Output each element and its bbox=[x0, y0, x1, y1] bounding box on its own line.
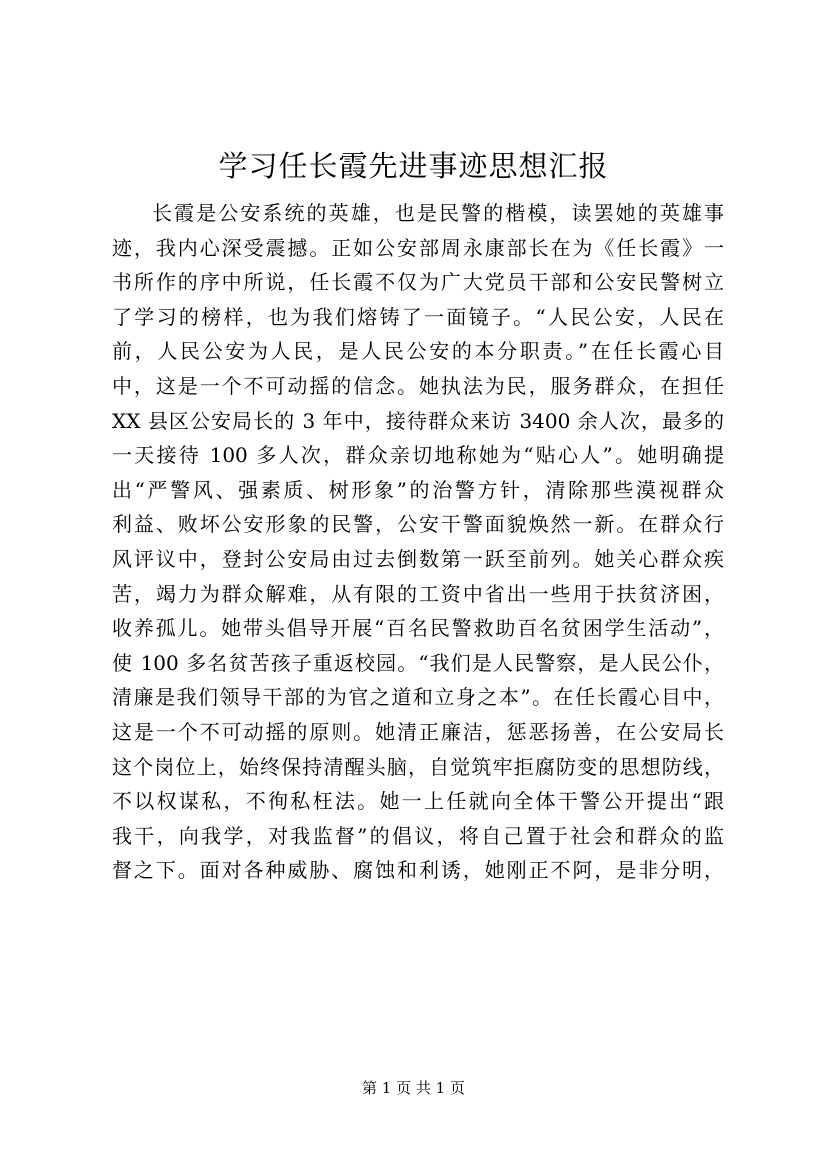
paragraph-line: 这个岗位上，始终保持清醒头脑，自觉筑牢拒腐防变的思想防线， bbox=[112, 754, 724, 779]
paragraph-line: 使 100 多名贫苦孩子重返校园。“我们是人民警察，是人民公仆， bbox=[112, 650, 724, 675]
document-title: 学习任长霞先进事迹思想汇报 bbox=[218, 149, 609, 183]
paragraph-line: 清廉是我们领导干部的为官之道和立身之本”。在任长霞心目中， bbox=[112, 685, 724, 710]
paragraph-line: 迹，我内心深受震撼。正如公安部周永康部长在为《任长霞》一 bbox=[112, 235, 724, 260]
paragraph-line: 长霞是公安系统的英雄，也是民警的楷模，读罢她的英雄事 bbox=[152, 201, 724, 225]
paragraph-line: 一天接待 100 多人次，群众亲切地称她为“贴心人”。她明确提 bbox=[112, 443, 724, 468]
paragraph-line: 督之下。面对各种威胁、腐蚀和利诱，她刚正不阿，是非分明， bbox=[112, 858, 724, 883]
page-footer: 第 1 页 共 1 页 bbox=[362, 1079, 465, 1097]
paragraph-line: 了学习的榜样，也为我们熔铸了一面镜子。“人民公安，人民在 bbox=[112, 304, 724, 329]
paragraph-line: 出“严警风、强素质、树形象”的治警方针，清除那些漠视群众 bbox=[112, 477, 724, 502]
paragraph-line: 苦，竭力为群众解难，从有限的工资中省出一些用于扶贫济困， bbox=[112, 581, 724, 606]
paragraph-line: 风评议中，登封公安局由过去倒数第一跃至前列。她关心群众疾 bbox=[112, 546, 724, 571]
paragraph-line: 利益、败坏公安形象的民警，公安干警面貌焕然一新。在群众行 bbox=[112, 512, 724, 537]
paragraph-line: 中，这是一个不可动摇的信念。她执法为民，服务群众，在担任 bbox=[112, 373, 724, 398]
paragraph-line: 收养孤儿。她带头倡导开展“百名民警救助百名贫困学生活动”， bbox=[112, 616, 724, 641]
paragraph-line: 这是一个不可动摇的原则。她清正廉洁，惩恶扬善，在公安局长 bbox=[112, 719, 724, 744]
paragraph-line: 前，人民公安为人民，是人民公安的本分职责。”在任长霞心目 bbox=[112, 339, 724, 364]
paragraph-line: 不以权谋私，不徇私枉法。她一上任就向全体干警公开提出“跟 bbox=[112, 789, 724, 814]
document-body bbox=[112, 196, 724, 888]
paragraph-line: XX 县区公安局长的 3 年中，接待群众来访 3400 余人次，最多的 bbox=[112, 408, 724, 433]
paragraph-line: 我干，向我学，对我监督”的倡议，将自己置于社会和群众的监 bbox=[112, 823, 724, 848]
paragraph-line: 书所作的序中所说，任长霞不仅为广大党员干部和公安民警树立 bbox=[112, 270, 724, 295]
